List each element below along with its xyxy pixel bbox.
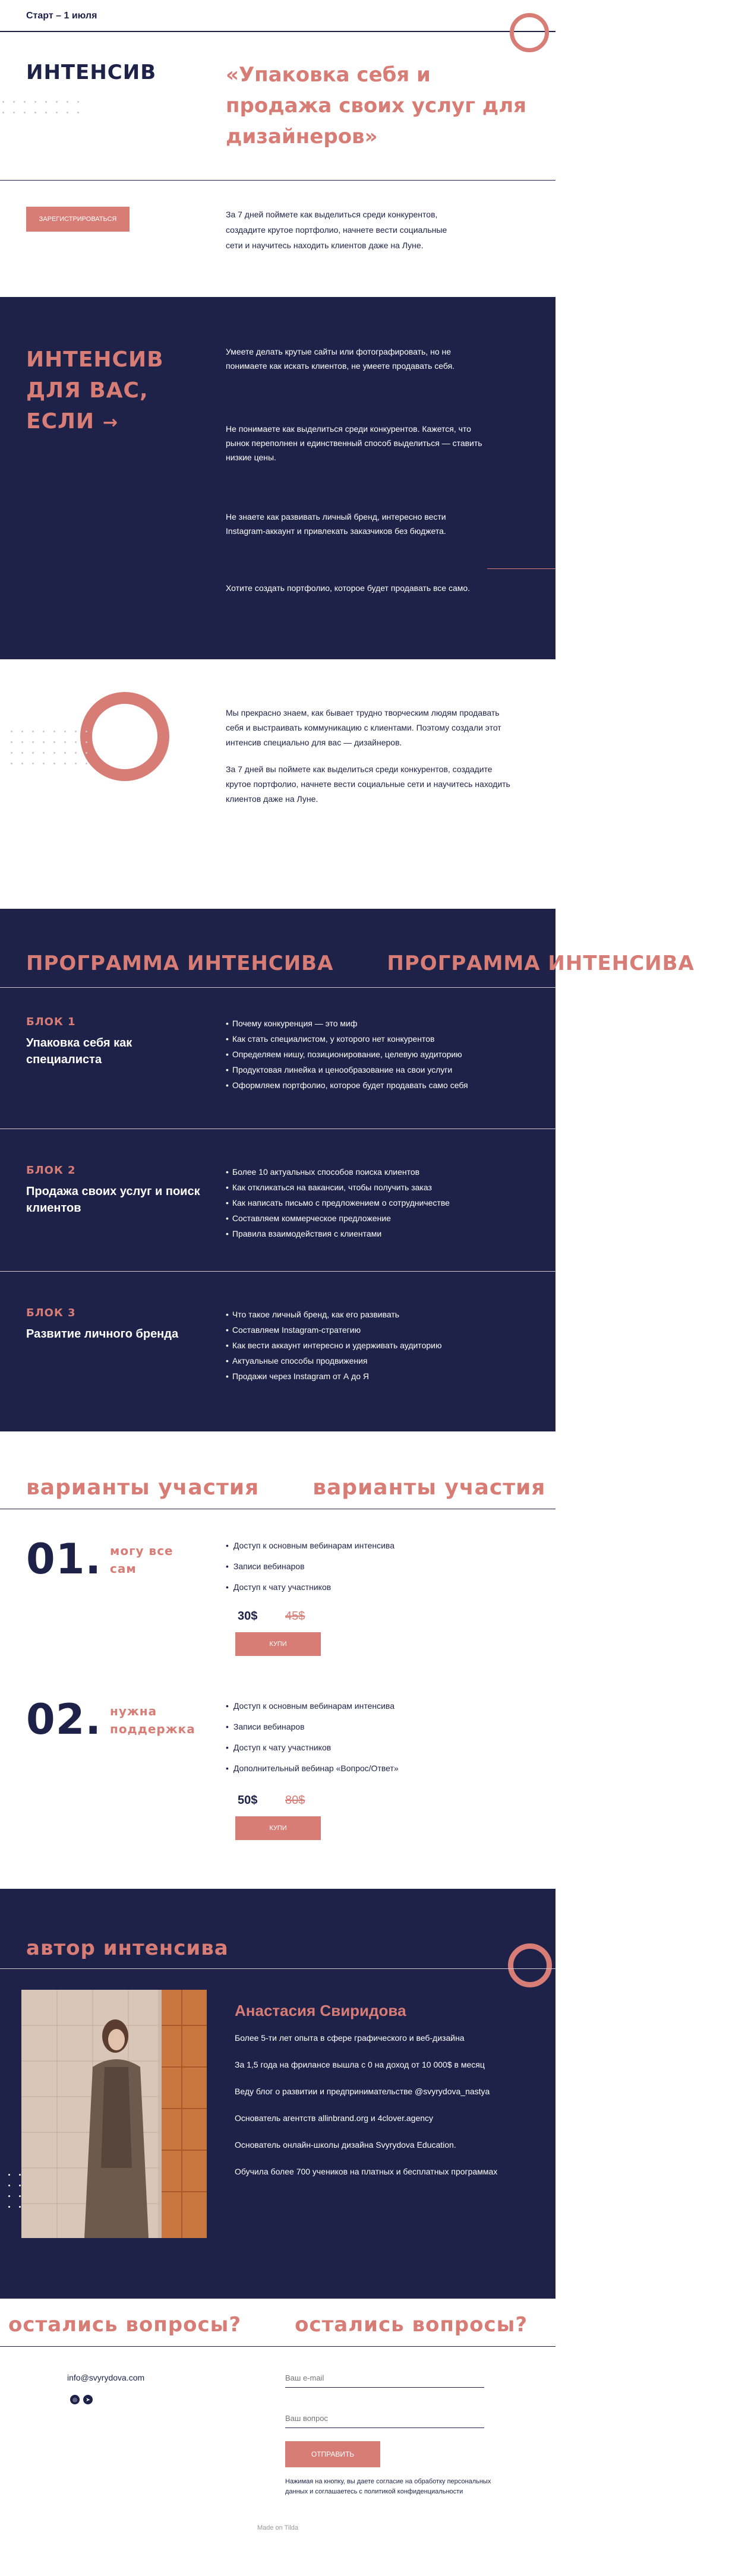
variants-heading (26, 1475, 599, 1500)
list-item: Обучила более 700 учеников на платных и бесплатных программах (235, 2167, 498, 2176)
plan-name: могу все сам (110, 1544, 173, 1576)
hero-text: За 7 дней поймете как выделиться среди конкурентов, создадите крутое портфолио, начнете вести социальные сети и научитесь находить клиентов даже на Луне. (226, 210, 447, 250)
author-facts (235, 2031, 526, 2192)
instagram-icon[interactable]: ◎ (70, 2395, 80, 2404)
divider (0, 31, 556, 32)
author-photo (21, 1990, 207, 2238)
register-button[interactable]: ЗАРЕГИСТРИРОВАТЬСЯ (26, 207, 130, 232)
list-item: Более 5-ти лет опыта в сфере графического и веб-дизайна (235, 2033, 465, 2043)
list-item: • Доступ к чату участников (226, 1740, 463, 1755)
divider (0, 987, 556, 988)
about-paragraph: За 7 дней вы поймете как выделиться среди конкурентов, создадите крутое портфолио, начнете вести социальные сети и научитесь находить клиентов даже на Луне. (226, 764, 510, 804)
page-title: «Упаковка себя и продажа своих услуг для дизайнеров» (226, 63, 526, 148)
for-you-heading (26, 344, 216, 438)
list-item: За 1,5 года на фрилансе вышла с 0 на доход от 10 000$ в месяц (235, 2060, 485, 2069)
for-you-section (0, 297, 556, 659)
list-item: • Доступ к чату участников (226, 1580, 463, 1595)
consent-text: Нажимая на кнопку, вы даете согласие на обработку персональных данных и соглашаетесь c политикой конфиденциальности (285, 2478, 491, 2495)
for-you-heading-text: ИНТЕНСИВ ДЛЯ ВАС, ЕСЛИ (26, 347, 164, 434)
plan-features (226, 1538, 463, 1601)
block-name: Упаковка себя как специалиста (26, 1036, 132, 1066)
divider (0, 2346, 556, 2347)
telegram-icon[interactable]: ➤ (83, 2395, 93, 2404)
list-item: • Правила взаимодействия с клиентами (226, 1226, 523, 1241)
list-item: • Как написать письмо с предложением о сотрудничестве (226, 1195, 523, 1210)
block-tag: БЛОК 1 (26, 1016, 76, 1028)
social-links (70, 2395, 93, 2404)
send-button[interactable]: ОТПРАВИТЬ (285, 2441, 380, 2467)
author-name: Анастасия Свиридова (235, 2002, 406, 2019)
block-points (226, 1016, 523, 1093)
divider (0, 1271, 556, 1272)
plan-number: 01. (26, 1535, 102, 1583)
plan-features (226, 1699, 463, 1782)
block-tag: БЛОК 3 (26, 1307, 76, 1319)
form-bottom-section (0, 2441, 556, 2560)
hero-section (0, 0, 556, 297)
list-item: • Доступ к основным вебинарам интенсива (226, 1699, 463, 1714)
list-item: Основатель онлайн-школы дизайна Svyrydova Education. (235, 2140, 456, 2150)
list-item: • Продуктовая линейка и ценообразование на свои услуги (226, 1062, 523, 1077)
list-item: Веду блог о развитии и предпринимательстве @svyrydova_nastya (235, 2087, 490, 2096)
divider (0, 180, 556, 181)
author-photo-image (21, 1990, 207, 2238)
block-tag: БЛОК 2 (26, 1164, 76, 1177)
intensive-label: ИНТЕНСИВ (26, 61, 157, 84)
for-you-item: Не знаете как развивать личный бренд, интересно вести Instagram-аккаунт и привлекать заказчиков без бюджета. (226, 512, 446, 536)
dots-decor-icon (11, 731, 96, 773)
for-you-item: Не понимаете как выделиться среди конкурентов. Кажется, что рынок переполнен и единственный способ выделиться — ставить низкие цены. (226, 424, 482, 462)
made-on-tilda-link[interactable]: Made on Tilda (257, 2524, 299, 2531)
program-section (0, 909, 695, 1431)
variants-heading-text: варианты участия (26, 1475, 260, 1500)
email-field[interactable] (285, 2369, 484, 2388)
author-heading: автор интенсива (26, 1936, 229, 1960)
questions-heading (8, 2313, 581, 2337)
list-item: • Что такое личный бренд, как его развивать (226, 1307, 523, 1322)
plan-price: 30$ (238, 1610, 258, 1623)
for-you-item: Хотите создать портфолио, которое будет продавать все само. (226, 583, 471, 593)
list-item: • Продажи через Instagram от А до Я (226, 1368, 523, 1384)
ring-decor-icon (510, 13, 549, 52)
program-heading (26, 952, 748, 975)
list-item: • Актуальные способы продвижения (226, 1353, 523, 1368)
list-item: • Оформляем портфолио, которое будет продавать само себя (226, 1077, 523, 1093)
plan-name: нужна поддержка (110, 1704, 195, 1736)
buy-button[interactable]: КУПИ (235, 1632, 321, 1656)
list-item: • Доступ к основным вебинарам интенсива (226, 1538, 463, 1553)
list-item: • Определяем нишу, позиционирование, целевую аудиторию (226, 1047, 523, 1062)
list-item: • Составляем Instagram-стратегию (226, 1322, 523, 1338)
dots-decor-icon (2, 101, 88, 122)
variants-section (0, 1431, 556, 1889)
questions-heading-text: остались вопросы? (8, 2313, 242, 2337)
about-paragraph: Мы прекрасно знаем, как бывает трудно творческим людям продавать себя и выстраивать коммуникацию с клиентами. Поэтому создали этот интенсив специально для вас — дизайнеров. (226, 708, 501, 747)
variants-heading-repeat: варианты участия (313, 1475, 546, 1500)
list-item: • Как вести аккаунт интересно и удерживать аудиторию (226, 1338, 523, 1353)
list-item: • Записи вебинаров (226, 1720, 463, 1734)
arrow-right-icon: → (103, 412, 119, 433)
about-section (0, 659, 556, 909)
contact-email-link[interactable]: info@svyrydova.com (67, 2373, 145, 2382)
plan-number: 02. (26, 1695, 102, 1744)
list-item: • Дополнительный вебинар «Вопрос/Ответ» (226, 1761, 463, 1776)
questions-heading-repeat: остались вопросы? (295, 2313, 528, 2337)
about-text (226, 706, 511, 818)
question-field[interactable] (285, 2409, 484, 2428)
plan-price: 50$ (238, 1794, 258, 1807)
list-item: • Более 10 актуальных способов поиска клиентов (226, 1164, 523, 1180)
list-item: • Почему конкуренция — это миф (226, 1016, 523, 1031)
ring-decor-icon (508, 1943, 552, 1987)
block-points (226, 1307, 523, 1384)
plan-old-price: 80$ (285, 1794, 305, 1807)
list-item: • Как откликаться на вакансии, чтобы получить заказ (226, 1180, 523, 1195)
start-date: Старт – 1 июля (26, 11, 97, 21)
program-heading-repeat: ПРОГРАММА ИНТЕНСИВА (387, 952, 695, 975)
questions-section (0, 2299, 556, 2441)
buy-button[interactable]: КУПИ (235, 1816, 321, 1840)
divider (487, 568, 556, 569)
block-name: Развитие личного бренда (26, 1327, 179, 1341)
program-heading-text: ПРОГРАММА ИНТЕНСИВА (26, 952, 334, 975)
list-item: Основатель агентств allinbrand.org и 4clover.agency (235, 2113, 434, 2123)
block-name: Продажа своих услуг и поиск клиентов (26, 1185, 200, 1215)
for-you-item: Умеете делать крутые сайты или фотографировать, но не понимаете как искать клиентов, не умеете продавать себя. (226, 347, 455, 371)
divider (0, 1968, 556, 1969)
plan-old-price: 45$ (285, 1610, 305, 1623)
list-item: • Как стать специалистом, у которого нет конкурентов (226, 1031, 523, 1047)
list-item: • Записи вебинаров (226, 1559, 463, 1574)
list-item: • Составляем коммерческое предложение (226, 1210, 523, 1226)
block-points (226, 1164, 523, 1241)
author-section (0, 1889, 556, 2299)
